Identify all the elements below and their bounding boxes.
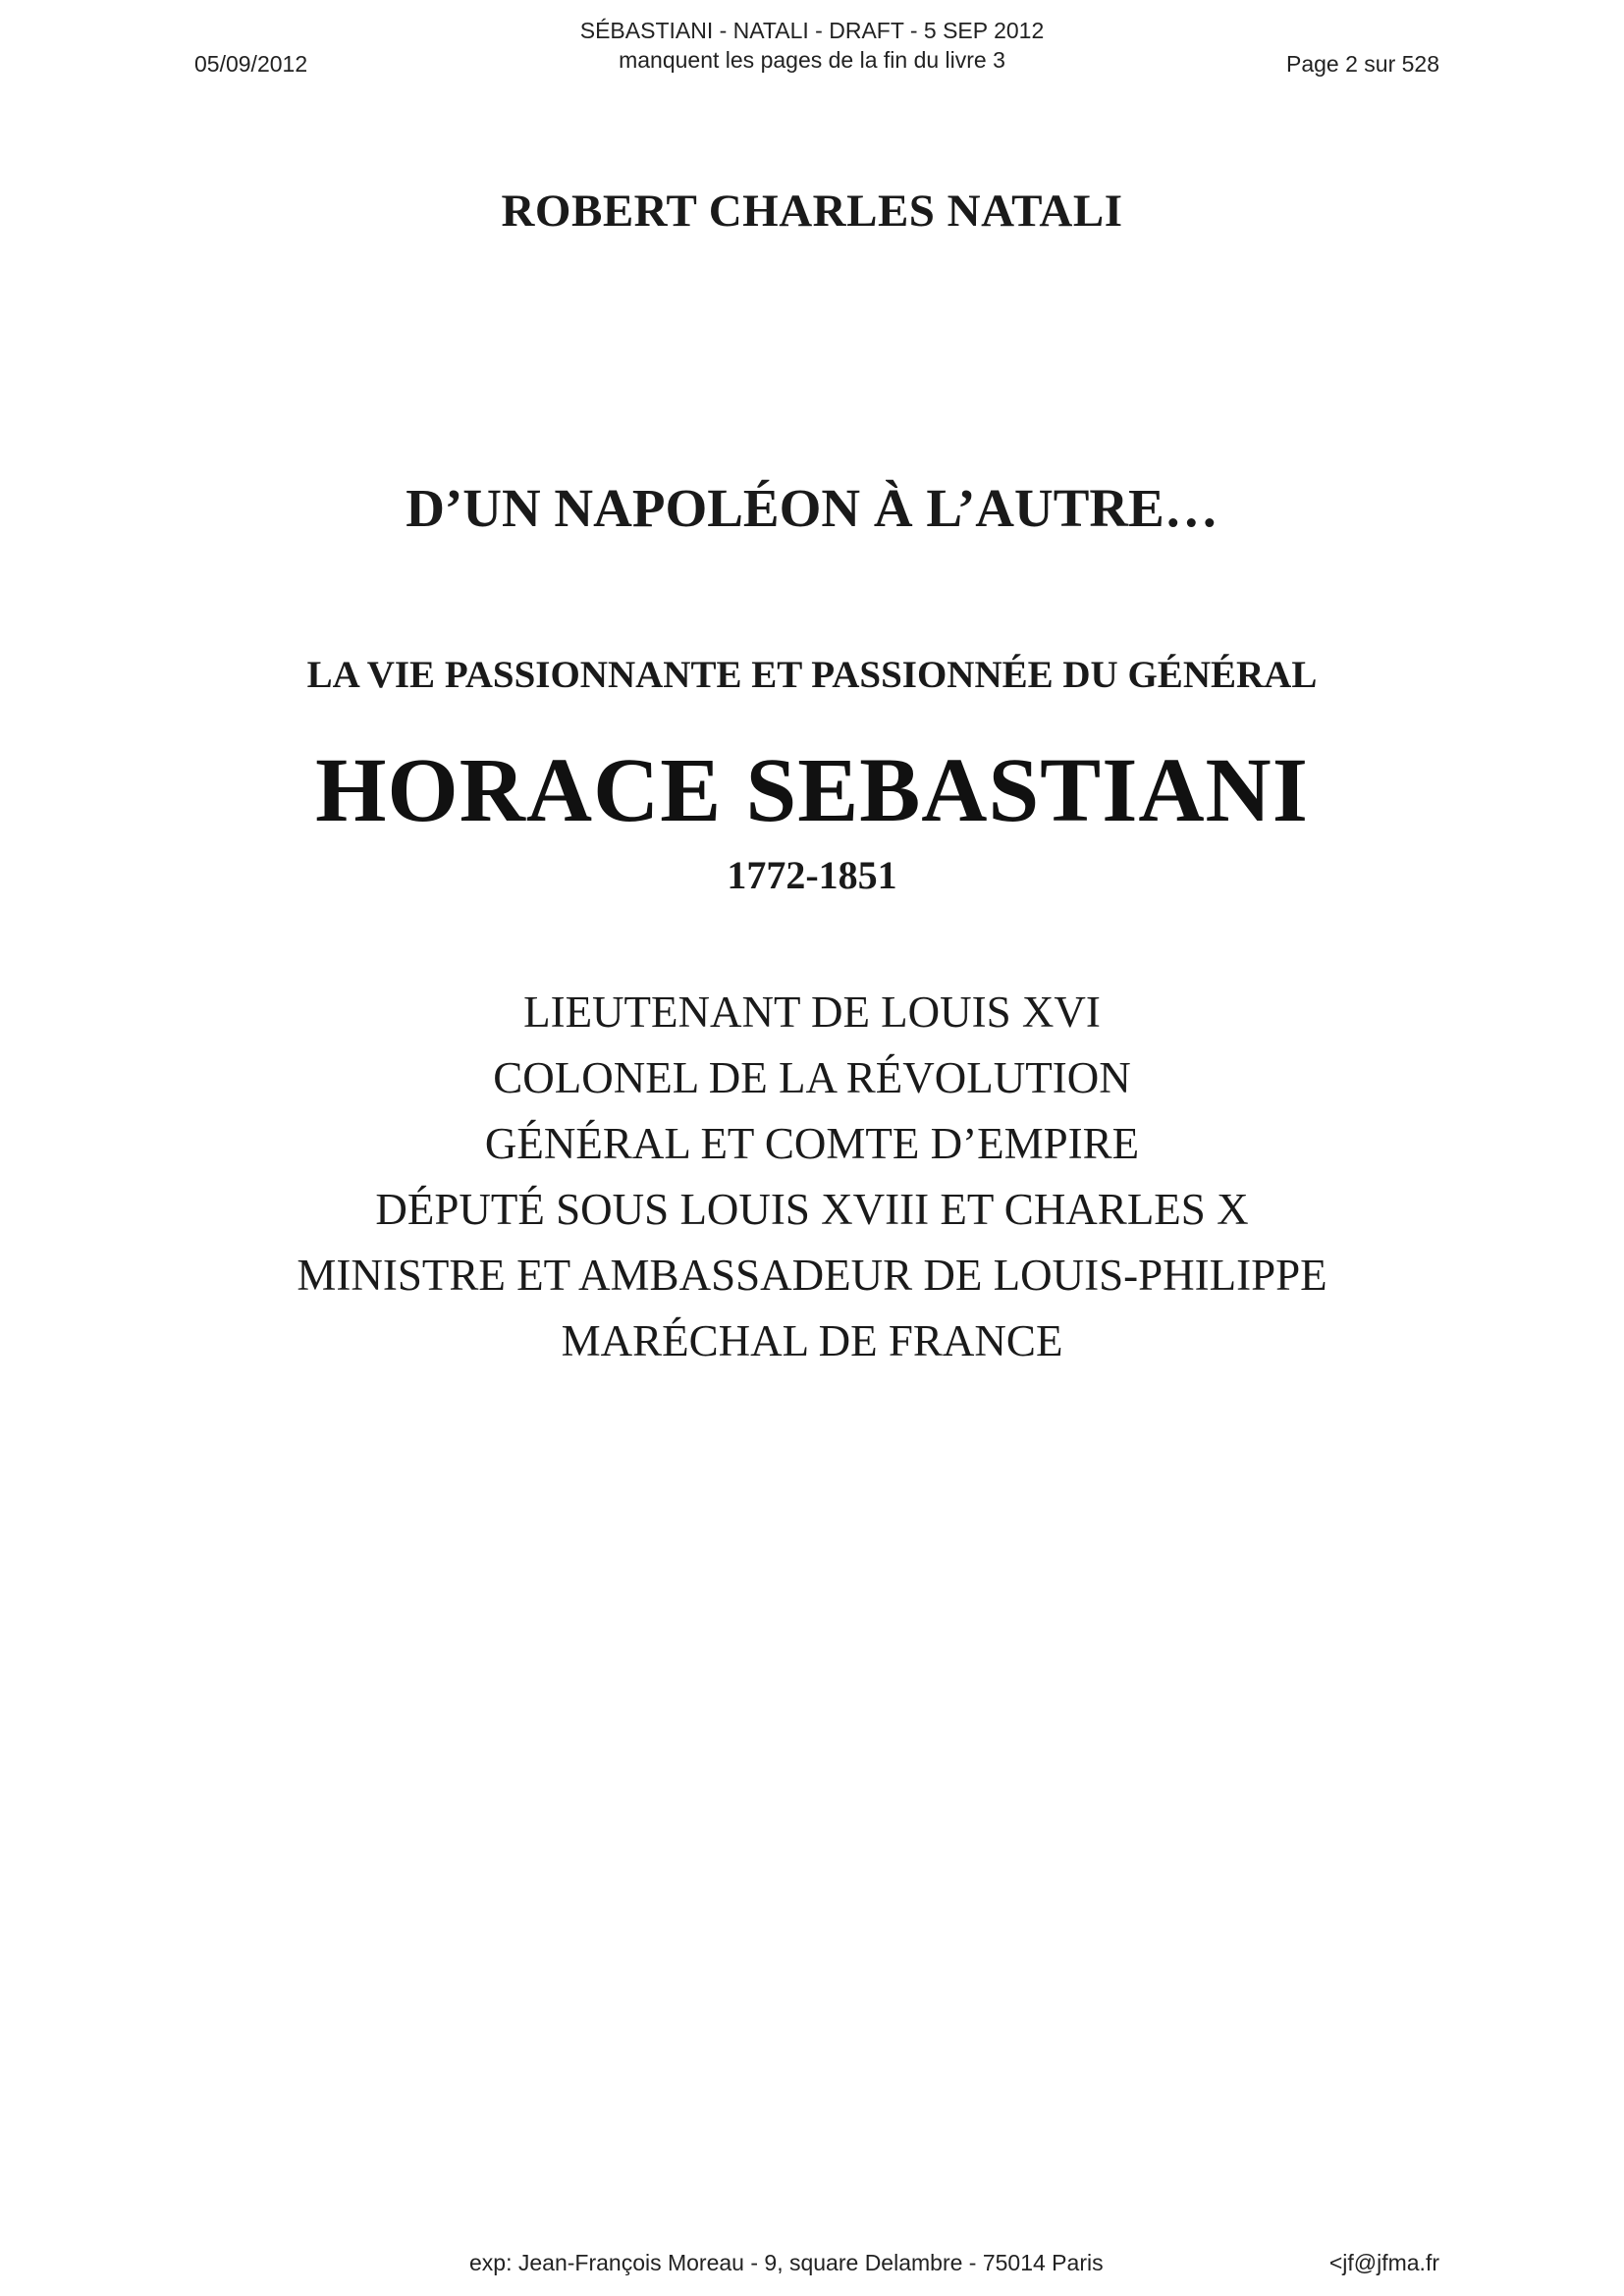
career-item: DÉPUTÉ SOUS LOUIS XVIII ET CHARLES X <box>375 1185 1249 1234</box>
header-title-line-1: SÉBASTIANI - NATALI - DRAFT - 5 SEP 2012 <box>579 18 1045 43</box>
career-item: MINISTRE ET AMBASSADEUR DE LOUIS-PHILIPPE <box>297 1251 1327 1300</box>
header-date: 05/09/2012 <box>194 51 308 77</box>
book-title: D’UN NAPOLÉON À L’AUTRE… <box>406 478 1218 538</box>
header-page-indicator: Page 2 sur 528 <box>1285 51 1439 77</box>
career-item: COLONEL DE LA RÉVOLUTION <box>493 1053 1131 1102</box>
career-item: MARÉCHAL DE FRANCE <box>561 1316 1063 1365</box>
author-name: ROBERT CHARLES NATALI <box>501 186 1123 237</box>
footer-email: <jf@jfma.fr <box>1328 2250 1439 2275</box>
book-subtitle: LA VIE PASSIONNANTE ET PASSIONNÉE DU GÉNÉRAL <box>306 654 1318 696</box>
career-item: LIEUTENANT DE LOUIS XVI <box>523 988 1101 1037</box>
career-item: GÉNÉRAL ET COMTE D’EMPIRE <box>484 1119 1140 1168</box>
subject-life-dates: 1772-1851 <box>727 853 897 897</box>
career-list <box>0 980 1624 1374</box>
footer-sender-address: exp: Jean-François Moreau - 9, square Delambre - 75014 Paris <box>469 2250 1104 2275</box>
subject-name: HORACE SEBASTIANI <box>315 740 1309 841</box>
header-title-line-2: manquent les pages de la fin du livre 3 <box>619 47 1005 73</box>
